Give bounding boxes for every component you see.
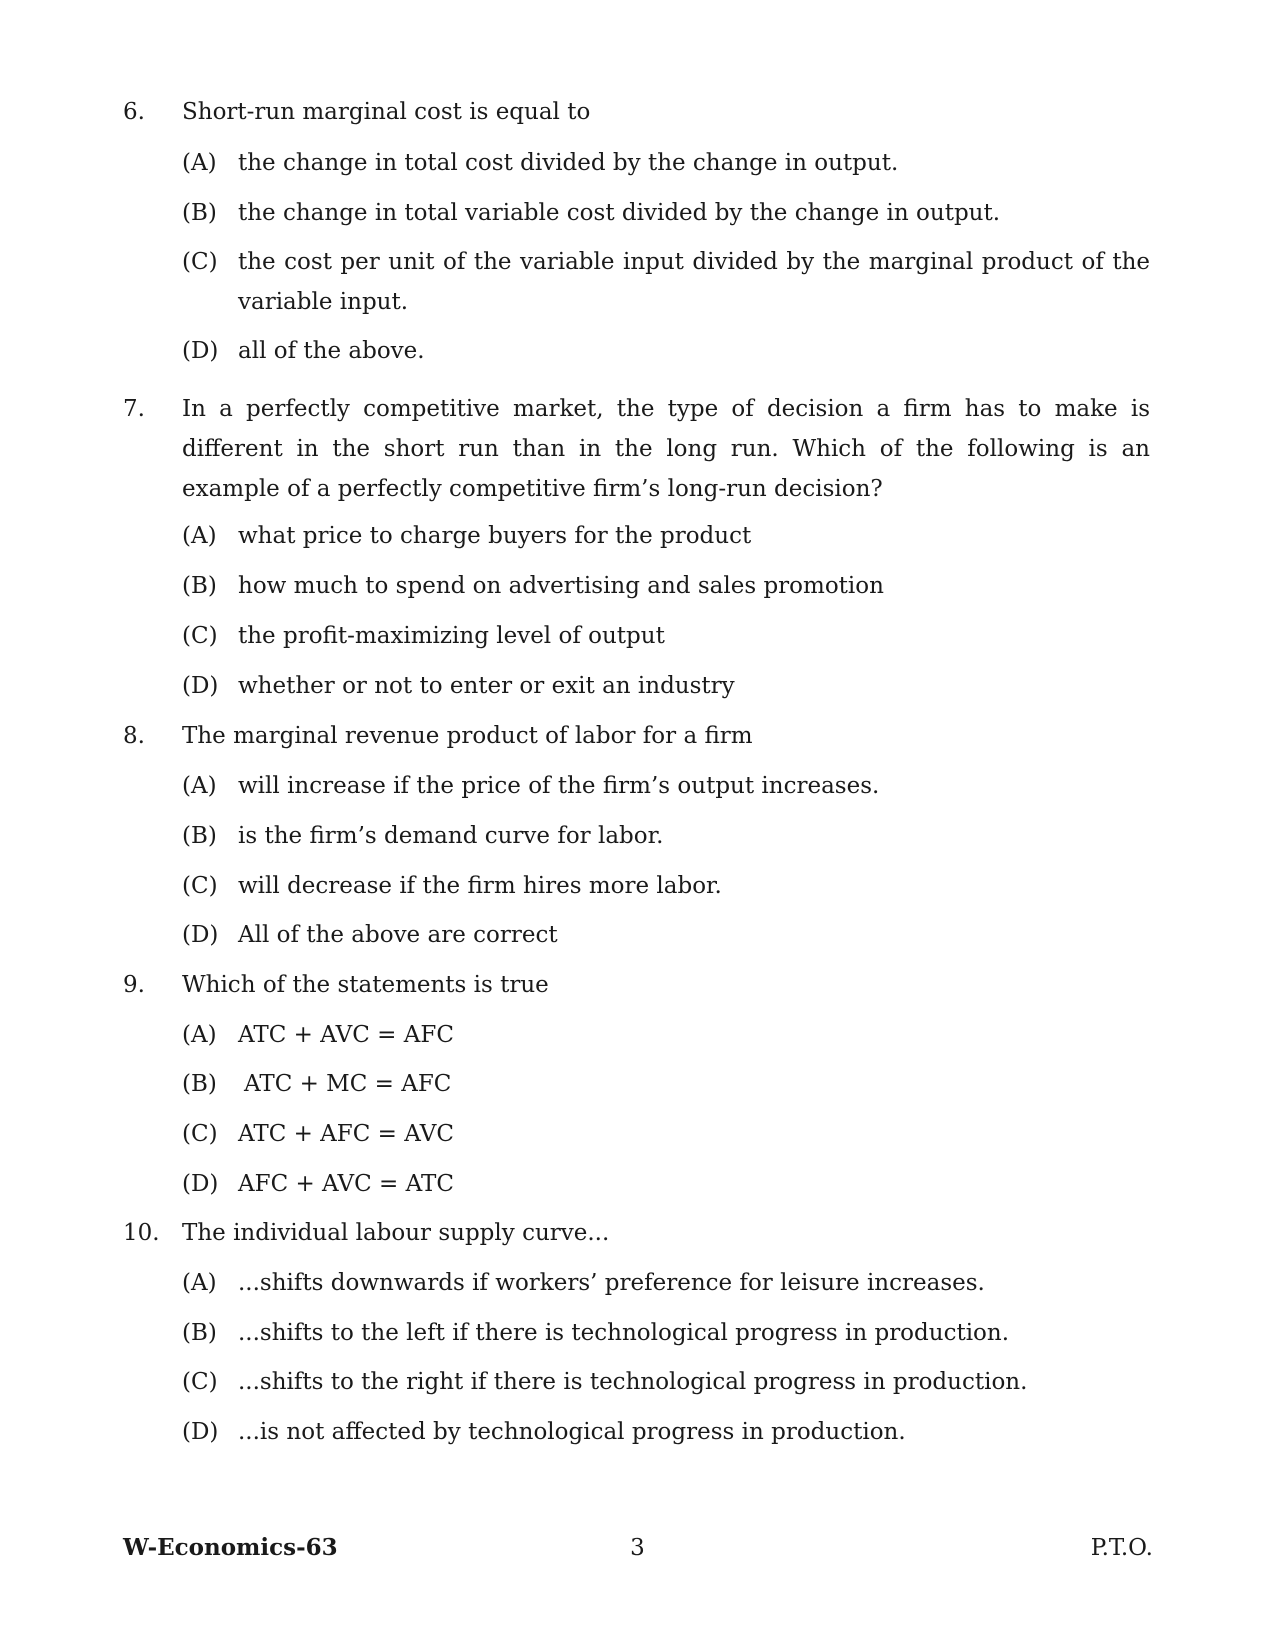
option-letter: (B)	[182, 200, 217, 226]
option-text: the change in total cost divided by the change in output.	[238, 150, 899, 176]
option-text: All of the above are correct	[238, 922, 558, 948]
option-letter: (B)	[182, 1320, 217, 1346]
option-text: the change in total variable cost divided by the change in output.	[238, 200, 1001, 226]
question-number: 7.	[123, 396, 145, 422]
page-number: 3	[630, 1535, 645, 1561]
option-letter: (D)	[182, 1171, 219, 1197]
question-text: The marginal revenue product of labor for a firm	[182, 723, 753, 749]
option-letter: (D)	[182, 922, 219, 948]
option-text: the cost per unit of the variable input divided by the marginal product of the variable input.	[238, 249, 1150, 315]
option-letter: (C)	[182, 249, 218, 275]
option-letter: (D)	[182, 673, 219, 699]
option-letter: (C)	[182, 1369, 218, 1395]
question-text: In a perfectly competitive market, the type of decision a firm has to make is different in the short run than in the long run. Which of the following is an example of a perfectly competitive firm’s long-run decision?	[182, 396, 1150, 502]
option-text: ATC + MC = AFC	[244, 1071, 452, 1097]
question-text: Short-run marginal cost is equal to	[182, 99, 591, 125]
option-letter: (C)	[182, 1121, 218, 1147]
option-letter: (C)	[182, 623, 218, 649]
option-text: will increase if the price of the firm’s output increases.	[238, 773, 880, 799]
option-letter: (A)	[182, 1270, 217, 1296]
option-letter: (A)	[182, 150, 217, 176]
question-text: Which of the statements is true	[182, 972, 549, 998]
option-text: ...shifts to the right if there is technological progress in production.	[238, 1369, 1028, 1395]
option-text: ATC + AFC = AVC	[238, 1121, 454, 1147]
paper-code: W-Economics-63	[123, 1534, 338, 1561]
please-turn-over: P.T.O.	[1090, 1535, 1153, 1561]
question-text: The individual labour supply curve...	[182, 1220, 610, 1246]
question-number: 8.	[123, 723, 145, 749]
option-text: ...shifts downwards if workers’ preference for leisure increases.	[238, 1270, 985, 1296]
option-text: ATC + AVC = AFC	[238, 1022, 454, 1048]
option-text: AFC + AVC = ATC	[238, 1171, 454, 1197]
option-text: whether or not to enter or exit an industry	[238, 673, 735, 699]
question-number: 9.	[123, 972, 145, 998]
option-letter: (A)	[182, 523, 217, 549]
option-letter: (D)	[182, 338, 219, 364]
option-letter: (B)	[182, 573, 217, 599]
option-text: how much to spend on advertising and sales promotion	[238, 573, 884, 599]
option-text: the profit-maximizing level of output	[238, 623, 665, 649]
option-text: what price to charge buyers for the product	[238, 523, 752, 549]
option-letter: (A)	[182, 773, 217, 799]
option-letter: (C)	[182, 873, 218, 899]
option-text: is the firm’s demand curve for labor.	[238, 823, 664, 849]
option-letter: (B)	[182, 823, 217, 849]
page-footer	[0, 1528, 1275, 1568]
question-number: 6.	[123, 99, 145, 125]
question-number: 10.	[123, 1220, 160, 1246]
option-letter: (B)	[182, 1071, 217, 1097]
option-letter: (A)	[182, 1022, 217, 1048]
option-text: ...is not affected by technological progress in production.	[238, 1419, 906, 1445]
option-text: ...shifts to the left if there is technological progress in production.	[238, 1320, 1010, 1346]
option-text: will decrease if the firm hires more labor.	[238, 873, 722, 899]
option-letter: (D)	[182, 1419, 219, 1445]
option-text: all of the above.	[238, 338, 425, 364]
